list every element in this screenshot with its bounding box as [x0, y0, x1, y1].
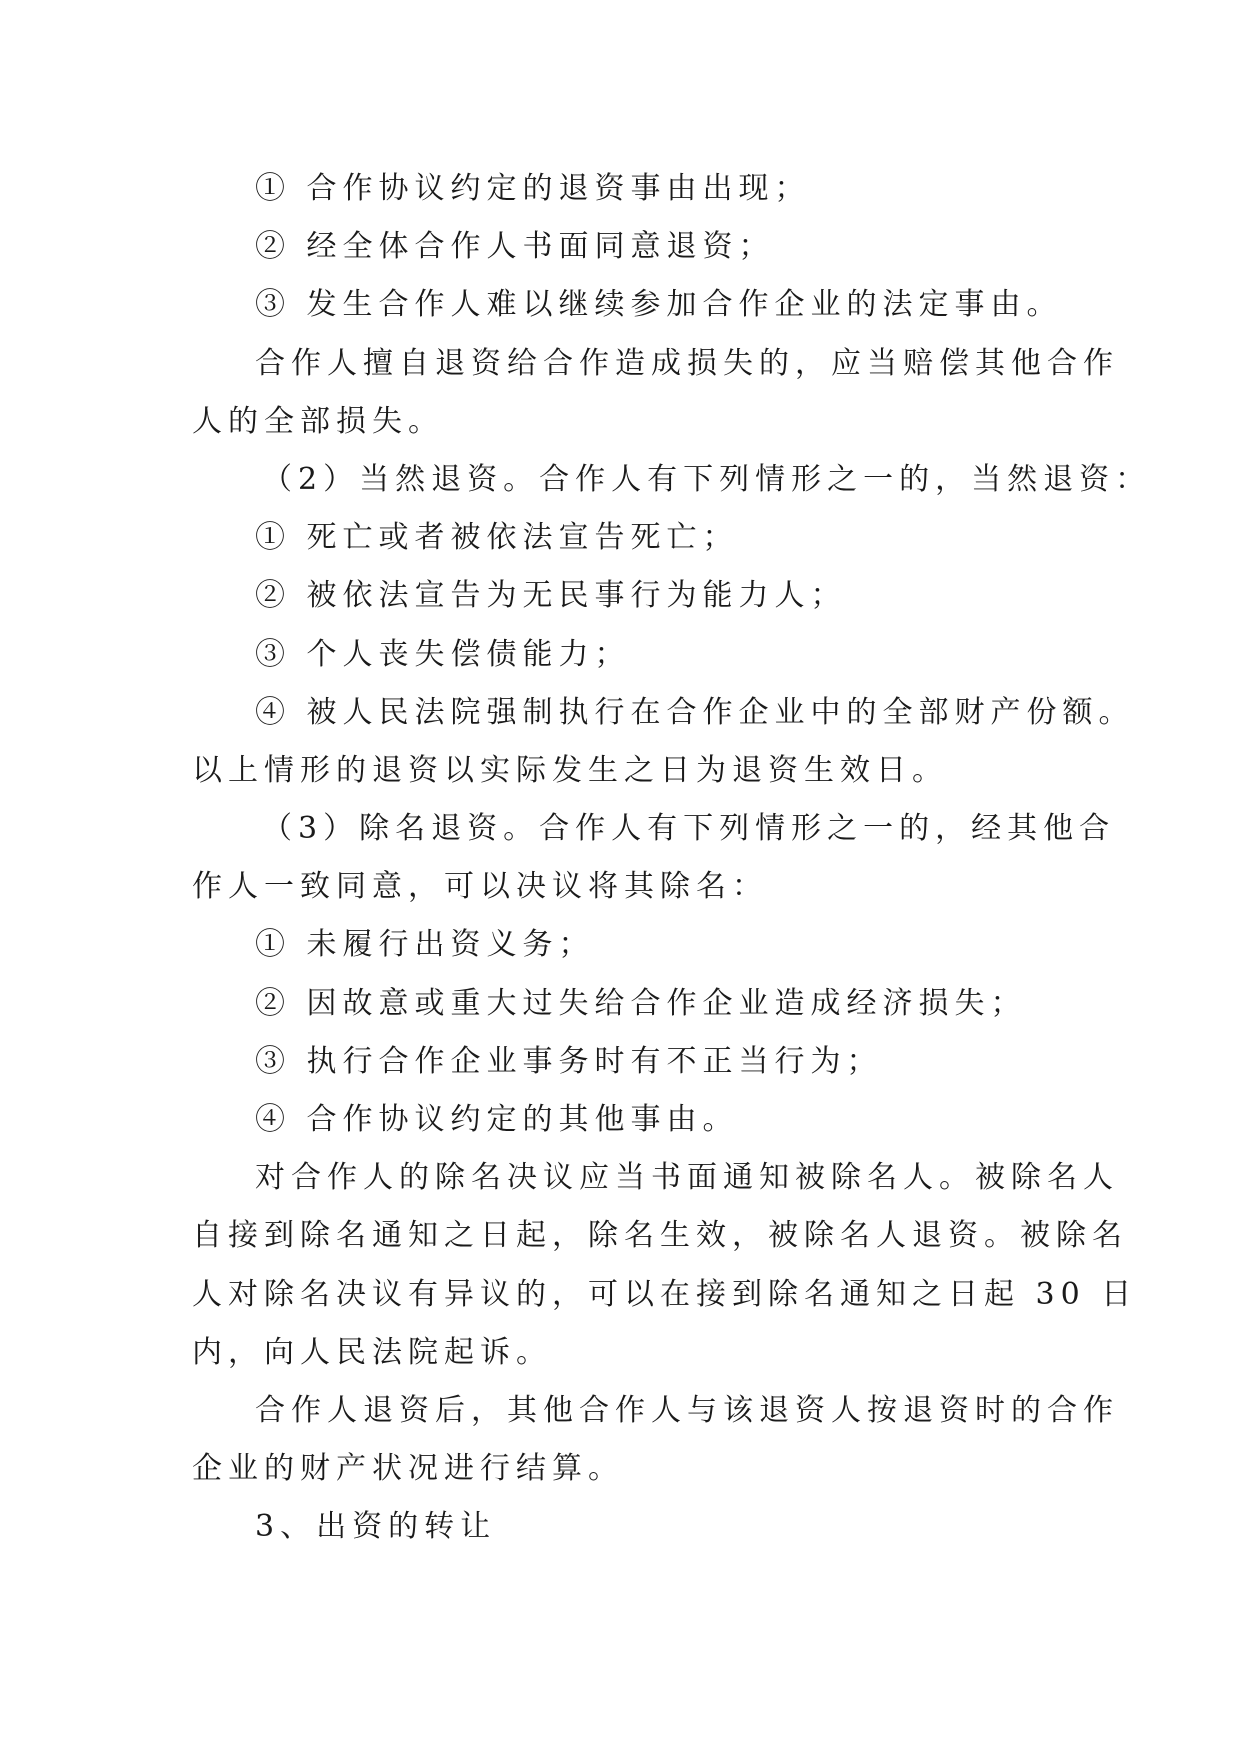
paragraph-line: 人的全部损失。	[192, 403, 444, 439]
list-item: ③ 发生合作人难以继续参加合作企业的法定事由。	[255, 287, 1063, 323]
list-item: ② 因故意或重大过失给合作企业造成经济损失；	[255, 985, 1027, 1021]
list-item: ③ 执行合作企业事务时有不正当行为；	[255, 1043, 883, 1079]
list-item: ① 死亡或者被依法宣告死亡；	[255, 520, 739, 556]
list-item: ③ 个人丧失偿债能力；	[255, 636, 631, 672]
document-body	[192, 160, 1152, 1557]
paragraph-line: 作人一致同意，可以决议将其除名：	[192, 869, 768, 905]
paragraph-line: 对合作人的除名决议应当书面通知被除名人。被除名人	[255, 1160, 1119, 1196]
list-item: ④ 被人民法院强制执行在合作企业中的全部财产份额。	[255, 694, 1135, 730]
list-item: ② 被依法宣告为无民事行为能力人；	[255, 578, 847, 614]
list-item: ① 合作协议约定的退资事由出现；	[255, 171, 811, 206]
section-heading: （3）除名退资。合作人有下列情形之一的，经其他合	[262, 811, 1116, 847]
list-item: ④ 合作协议约定的其他事由。	[255, 1102, 739, 1137]
section-heading: 3、出资的转让	[255, 1509, 497, 1545]
paragraph-line: 人对除名决议有异议的，可以在接到除名通知之日起 30 日	[192, 1276, 1138, 1312]
list-item: ① 未履行出资义务；	[255, 927, 595, 963]
paragraph-line: 合作人擅自退资给合作造成损失的，应当赔偿其他合作	[255, 345, 1119, 381]
paragraph-line: 内，向人民法院起诉。	[192, 1334, 552, 1370]
paragraph-line: 以上情形的退资以实际发生之日为退资生效日。	[192, 752, 948, 788]
paragraph-line: 自接到除名通知之日起，除名生效，被除名人退资。被除名	[192, 1218, 1128, 1254]
list-item: ② 经全体合作人书面同意退资；	[255, 229, 775, 265]
section-heading: （2）当然退资。合作人有下列情形之一的，当然退资：	[262, 461, 1152, 497]
paragraph-line: 企业的财产状况进行结算。	[192, 1451, 624, 1487]
paragraph-line: 合作人退资后，其他合作人与该退资人按退资时的合作	[255, 1392, 1119, 1428]
